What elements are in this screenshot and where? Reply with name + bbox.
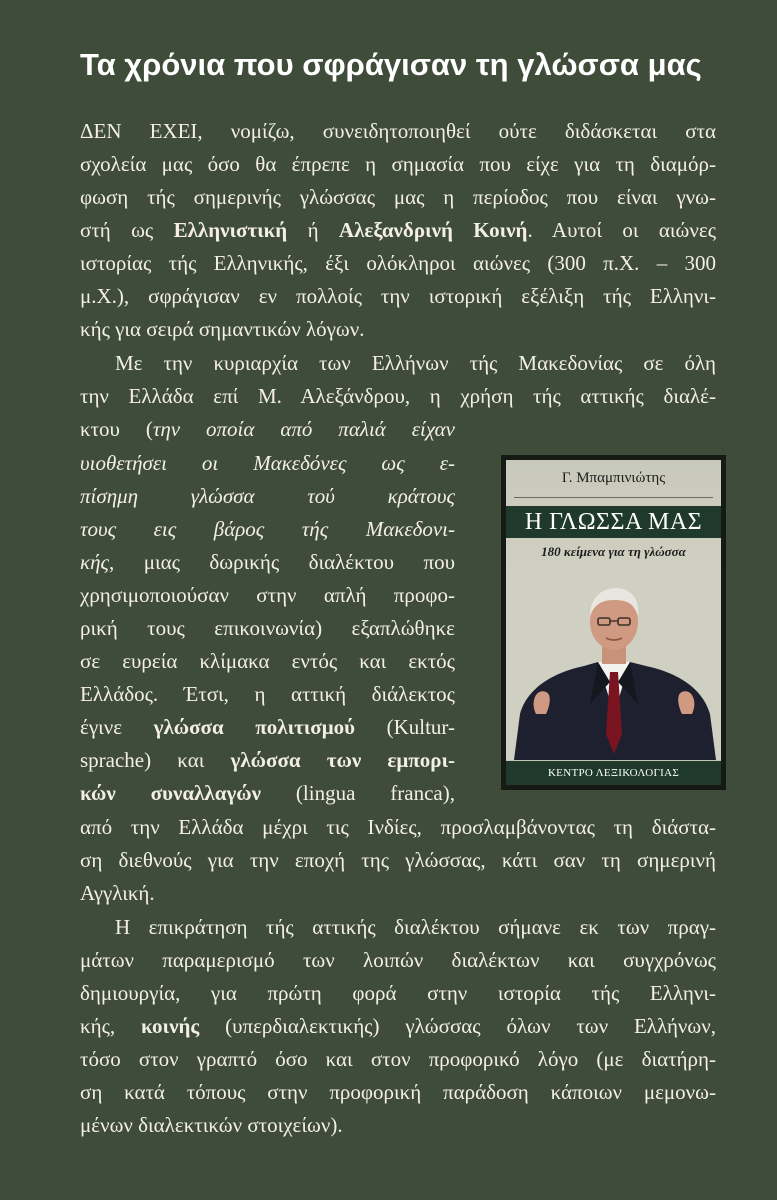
text-line: ση κατά τόπους στην προφορική παράδοση κάποιων μεμονω-: [80, 1080, 716, 1104]
italic-run: κής: [80, 550, 110, 574]
text-line: σε ευρεία κλίμακα εντός και εκτός: [80, 649, 455, 673]
text-line: χρησιμοποιούσαν στην απλή προφο-: [80, 583, 455, 607]
text-line: φωση τής σημερινής γλώσσας μας η περίοδος που είναι γνω-: [80, 185, 716, 209]
text-line: την Ελλάδα επί Μ. Αλεξάνδρου, η χρήση τής αττικής διαλέ-: [80, 384, 716, 408]
text-run: ή: [287, 218, 339, 242]
italic-run: τους εις βάρος τής Μακεδονι-: [80, 517, 455, 541]
text-run: sprache) και: [80, 748, 231, 772]
text-line: [80, 1016, 716, 1037]
text-line: Με την κυριαρχία των Ελλήνων τής Μακεδονίας σε όλη: [115, 351, 716, 375]
text-line: [80, 453, 455, 474]
text-line: ρική τους επικοινωνία) εξαπλώθηκε: [80, 616, 455, 640]
text-line: σχολεία μας όσο θα έπρεπε η σημασία που είχε για τη διαμόρ-: [80, 152, 716, 176]
article-title: Τα χρόνια που σφράγισαν τη γλώσσα μας: [80, 47, 702, 82]
text-line: [80, 486, 455, 507]
emphasis-koine: κοινής: [141, 1014, 200, 1038]
text-run: , μιας δωρικής διαλέκτου που: [109, 550, 455, 574]
book-cover: [501, 455, 726, 790]
emphasis-alexandrian-koine: Αλεξανδρινή Κοινή: [338, 218, 528, 242]
emphasis-language-of-trade: κών συναλλαγών: [80, 781, 262, 805]
book-cover-face: [506, 460, 721, 785]
book-publisher: ΚΕΝΤΡΟ ΛΕΞΙΚΟΛΟΓΙΑΣ: [506, 761, 721, 785]
text-line: ση διεθνούς για την εποχή της γλώσσας, κάτι σαν τη σημερινή: [80, 848, 716, 872]
text-line: δημιουργία, για πρώτη φορά στην ιστορία τής Ελληνι-: [80, 981, 716, 1005]
text-line: [80, 750, 455, 771]
text-line: τόσο στον γραπτό όσο και στον προφορικό λόγο (με διατήρη-: [80, 1047, 716, 1071]
text-line: [80, 220, 716, 241]
emphasis-hellenistic: Ελληνιστική: [173, 218, 288, 242]
text-line: Αγγλική.: [80, 881, 155, 905]
emphasis-language-of-culture: γλώσσα πολιτισμού: [153, 715, 356, 739]
text-line: μάτων παραμερισμό των λοιπών διαλέκτων και συγχρόνως: [80, 948, 716, 972]
text-line: [80, 519, 455, 540]
text-line: από την Ελλάδα μέχρι τις Ινδίες, προσλαμβάνοντας τη διάστα-: [80, 815, 716, 839]
cover-divider: [514, 497, 713, 498]
text-line: Ελλάδος. Έτσι, η αττική διάλεκτος: [80, 682, 455, 706]
text-line: κής για σειρά σημαντικών λόγων.: [80, 317, 365, 341]
book-title: Η ΓΛΩΣΣΑ ΜΑΣ: [506, 506, 721, 538]
text-line: ιστορίας τής Ελληνικής, έξι ολόκληροι αιώνες (300 π.Χ. – 300: [80, 251, 716, 275]
text-line: μένων διαλεκτικών στοιχείων).: [80, 1113, 343, 1137]
text-run: στή ως: [80, 218, 174, 242]
text-run: κής,: [80, 1014, 141, 1038]
book-subtitle: 180 κείμενα για τη γλώσσα: [541, 544, 686, 559]
text-line: [80, 419, 455, 440]
text-run: έγινε: [80, 715, 154, 739]
text-run: κτου (: [80, 417, 153, 441]
italic-run: πίσημη γλώσσα τού κράτους: [80, 484, 455, 508]
italic-run: υιοθετήσει οι Μακεδόνες ως ε-: [80, 451, 455, 475]
text-line: ΔΕΝ ΕΧΕΙ, νομίζω, συνειδητοποιηθεί ούτε διδάσκεται στα: [80, 119, 716, 143]
text-run: . Αυτοί οι αιώνες: [527, 218, 717, 242]
text-line: [80, 552, 455, 573]
text-run: (υπερδιαλεκτικής) γλώσσας όλων των Ελλήνων,: [199, 1014, 716, 1038]
author-portrait: [506, 564, 721, 760]
emphasis-language-of-trade: γλώσσα των εμπορι-: [230, 748, 456, 772]
italic-run: την οποία από παλιά είχαν: [152, 417, 455, 441]
text-run: (Kultur-: [355, 715, 455, 739]
book-author: Γ. Μπαμπινιώτης: [561, 470, 666, 486]
text-line: [80, 783, 455, 804]
text-run: (lingua franca),: [261, 781, 455, 805]
text-line: Η επικράτηση τής αττικής διαλέκτου σήμανε εκ των πραγ-: [115, 915, 716, 939]
text-line: [80, 717, 455, 738]
text-line: μ.Χ.), σφράγισαν εν πολλοίς την ιστορική εξέλιξη τής Ελληνι-: [80, 284, 716, 308]
